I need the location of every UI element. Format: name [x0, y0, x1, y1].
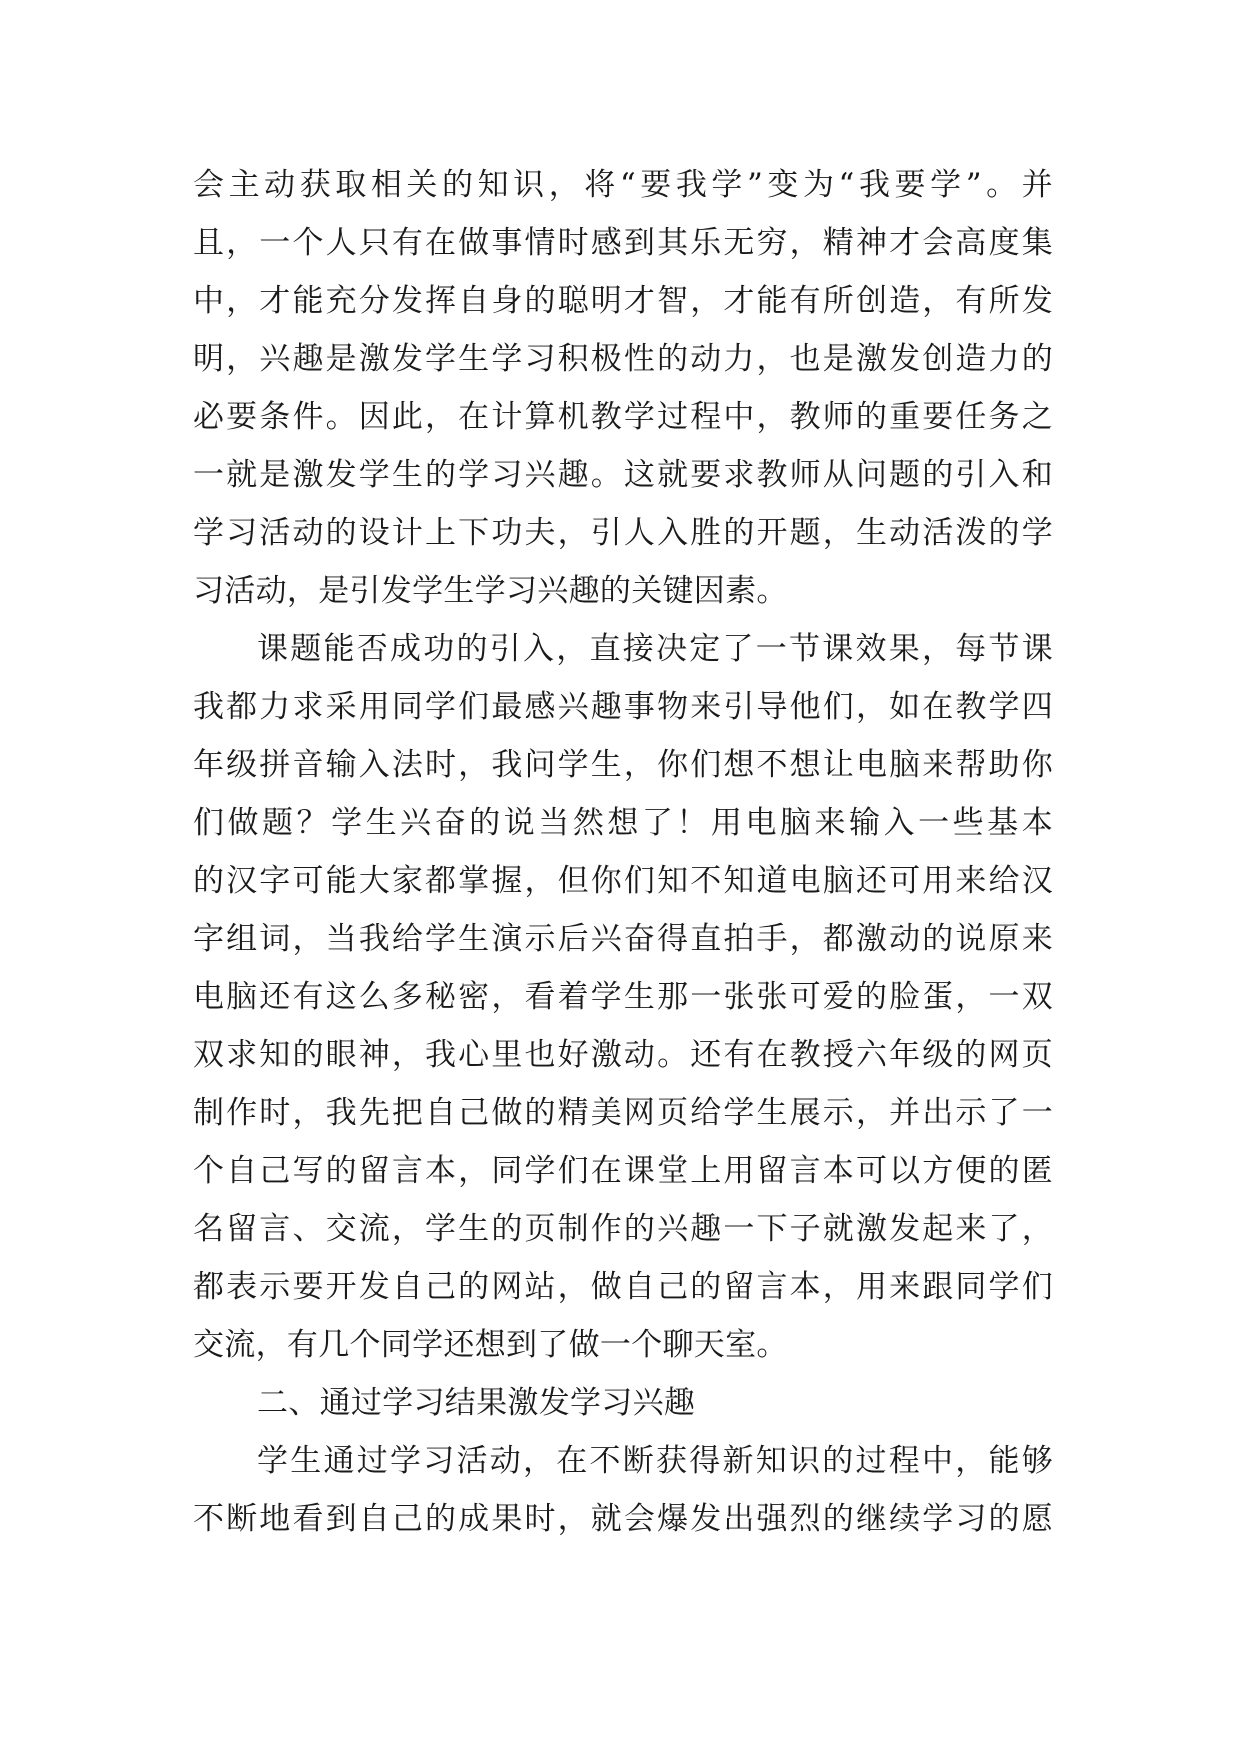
text-line: 必要条件。因此，在计算机教学过程中，教师的重要任务之 [193, 399, 1053, 435]
text-line: 电脑还有这么多秘密，看着学生那一张张可爱的脸蛋，一双 [193, 979, 1053, 1015]
text-line: 个自己写的留言本，同学们在课堂上用留言本可以方便的匿 [193, 1153, 1053, 1189]
text-line: 会主动获取相关的知识，将“要我学”变为“我要学”。并 [193, 167, 1053, 203]
text-line: 名留言、交流，学生的页制作的兴趣一下子就激发起来了， [193, 1211, 1053, 1247]
text-line: 字组词，当我给学生演示后兴奋得直拍手，都激动的说原来 [193, 921, 1053, 957]
text-line: 年级拼音输入法时，我问学生，你们想不想让电脑来帮助你 [193, 747, 1053, 783]
paragraph-first-line: 课题能否成功的引入，直接决定了一节课效果，每节课 [257, 631, 1053, 667]
text-line: 们做题？学生兴奋的说当然想了！用电脑来输入一些基本 [193, 805, 1053, 841]
text-line: 中，才能充分发挥自身的聪明才智，才能有所创造，有所发 [193, 283, 1053, 319]
text-line: 交流，有几个同学还想到了做一个聊天室。 [193, 1327, 788, 1363]
document-page [193, 156, 1053, 1548]
text-line: 且，一个人只有在做事情时感到其乐无穷，精神才会高度集 [193, 225, 1053, 261]
text-line: 不断地看到自己的成果时，就会爆发出强烈的继续学习的愿 [193, 1501, 1053, 1537]
text-line: 都表示要开发自己的网站，做自己的留言本，用来跟同学们 [193, 1269, 1053, 1305]
text-line: 习活动，是引发学生学习兴趣的关键因素。 [193, 573, 788, 609]
section-heading: 二、通过学习结果激发学习兴趣 [257, 1385, 696, 1421]
text-line: 制作时，我先把自己做的精美网页给学生展示，并出示了一 [193, 1095, 1053, 1131]
text-line: 明，兴趣是激发学生学习积极性的动力，也是激发创造力的 [193, 341, 1053, 377]
text-line: 我都力求采用同学们最感兴趣事物来引导他们，如在教学四 [193, 689, 1053, 725]
paragraph-first-line: 学生通过学习活动，在不断获得新知识的过程中，能够 [257, 1443, 1053, 1479]
text-line: 学习活动的设计上下功夫，引人入胜的开题，生动活泼的学 [193, 515, 1053, 551]
text-line: 双求知的眼神，我心里也好激动。还有在教授六年级的网页 [193, 1037, 1053, 1073]
text-line: 的汉字可能大家都掌握，但你们知不知道电脑还可用来给汉 [193, 863, 1053, 899]
text-line: 一就是激发学生的学习兴趣。这就要求教师从问题的引入和 [193, 457, 1053, 493]
